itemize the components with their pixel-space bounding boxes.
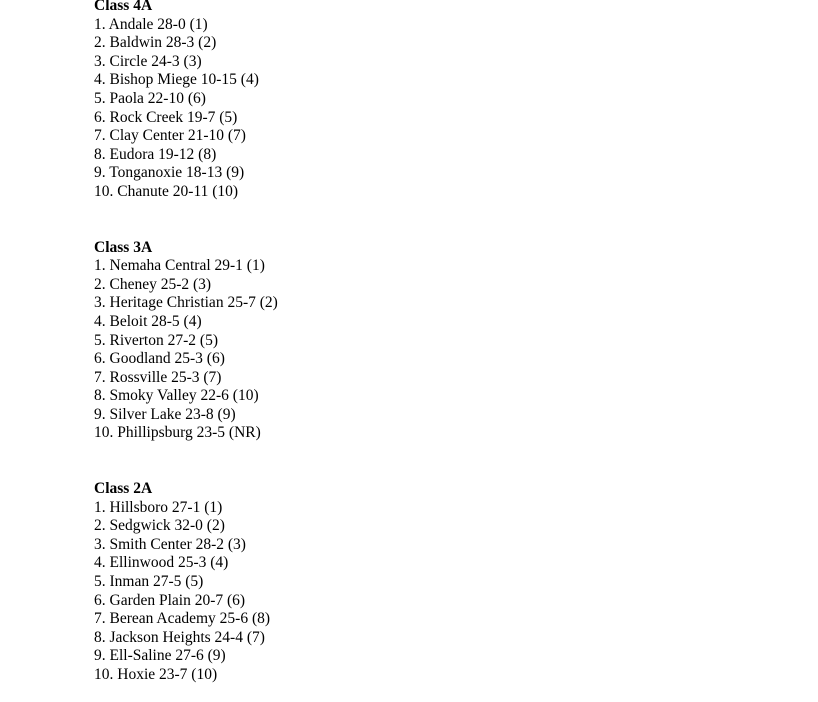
class-2a-title: Class 2A: [94, 480, 153, 498]
list-item: 3. Smith Center 28-2 (3): [94, 535, 246, 553]
list-item: 4. Bishop Miege 10-15 (4): [94, 71, 259, 89]
list-item: 2. Baldwin 28-3 (2): [94, 34, 217, 52]
list-item: 4. Ellinwood 25-3 (4): [94, 554, 229, 572]
list-item: 8. Smoky Valley 22-6 (10): [94, 387, 259, 405]
class-3a-section: [94, 239, 794, 444]
list-item: 6. Rock Creek 19-7 (5): [94, 108, 238, 126]
class-3a-list: [94, 257, 794, 443]
list-item: 7. Clay Center 21-10 (7): [94, 127, 246, 145]
list-item: 8. Jackson Heights 24-4 (7): [94, 628, 265, 646]
list-item: 6. Goodland 25-3 (6): [94, 350, 225, 368]
list-item: 6. Garden Plain 20-7 (6): [94, 591, 246, 609]
list-item: 5. Riverton 27-2 (5): [94, 331, 218, 349]
list-item: 2. Sedgwick 32-0 (2): [94, 517, 225, 535]
list-item: 9. Silver Lake 23-8 (9): [94, 405, 236, 423]
list-item: 10. Phillipsburg 23-5 (NR): [94, 424, 261, 442]
class-4a-section: [94, 0, 794, 202]
list-item: 1. Andale 28-0 (1): [94, 15, 208, 33]
list-item: 5. Paola 22-10 (6): [94, 89, 206, 107]
list-item: 9. Tonganoxie 18-13 (9): [94, 164, 245, 182]
class-3a-title: Class 3A: [94, 238, 153, 256]
rankings-document: [94, 0, 794, 685]
list-item: 5. Inman 27-5 (5): [94, 573, 204, 591]
class-4a-list: [94, 16, 794, 202]
list-item: 2. Cheney 25-2 (3): [94, 275, 212, 293]
list-item: 1. Hillsboro 27-1 (1): [94, 498, 223, 516]
list-item: 7. Berean Academy 25-6 (8): [94, 610, 271, 628]
class-2a-list: [94, 499, 794, 685]
list-item: 10. Hoxie 23-7 (10): [94, 666, 218, 683]
list-item: 7. Rossville 25-3 (7): [94, 368, 222, 386]
class-2a-section: [94, 480, 794, 685]
list-item: 1. Nemaha Central 29-1 (1): [94, 257, 265, 275]
list-item: 3. Heritage Christian 25-7 (2): [94, 294, 278, 312]
list-item: 3. Circle 24-3 (3): [94, 52, 202, 70]
list-item: 8. Eudora 19-12 (8): [94, 145, 217, 163]
list-item: 4. Beloit 28-5 (4): [94, 312, 202, 330]
list-item: 10. Chanute 20-11 (10): [94, 182, 239, 200]
list-item: 9. Ell-Saline 27-6 (9): [94, 647, 226, 665]
class-4a-title: Class 4A: [94, 0, 153, 14]
